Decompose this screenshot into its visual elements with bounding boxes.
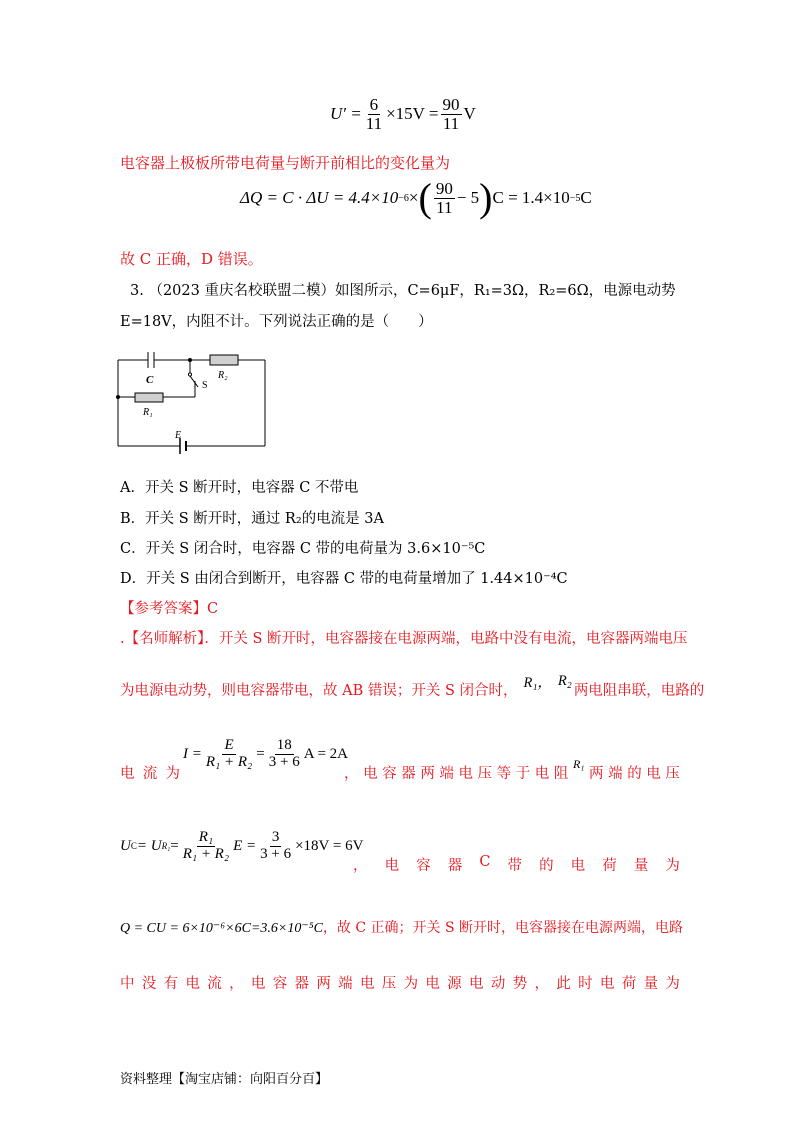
circuit-diagram (110, 345, 275, 455)
question-line-1: 3. （2023 重庆名校联盟二模）如图所示，C=6μF，R₁=3Ω，R₂=6Ω，电源电动势 (130, 283, 676, 299)
equation-delta-q: ΔQ = C · ΔU = 4.4×10 −6 × ( $\frac{90}{11}$ − 5 ) C = 1.4×10 −5 C (240, 175, 592, 220)
analysis-line-3: 电 流 为 I = $\frac{E}{\text{R₁ + R₂}}$ = $\frac{18}{3 + 6}$ A = 2A ， 电 容 器 两 端 电 压 等 于 电 阻 R₁ 两 端 的 电 压 (120, 737, 680, 782)
equation-u-prime (330, 96, 476, 133)
analysis-line-6: 中 没 有 电 流 ， 电 容 器 两 端 电 压 为 电 源 电 动 势 ， 此 时 电 荷 量 为 (120, 976, 680, 992)
label-s: S (202, 380, 208, 391)
equation-voltage: U C = U R₁ = $\frac{\text{R₁}}{\text{R₁ + R₂}}$ E = $\frac{3}{3 + 6}$ ×18V = 6V (120, 829, 364, 862)
analysis-line-1: .【名师解析】．开关 S 断开时，电容器接在电源两端，电路中没有电流，电容器两端电压 (120, 631, 688, 647)
option-c: C．开关 S 闭合时，电容器 C 带的电荷量为 3.6×10⁻⁵C (120, 541, 486, 557)
eq1-frac1: $\frac{6}{11}$ (365, 95, 383, 133)
label-r2: R₂ (218, 370, 228, 381)
analysis-line-2: 为电源电动势，则电容器带电，故 AB 错误；开关 S 闭合时， R₁， R₂ 两电阻串联，电路的 (120, 673, 705, 699)
text-charge-change: 电容器上极板所带电荷量与断开前相比的变化量为 (120, 154, 451, 172)
question-line-2: E=18V，内阻不计。下列说法正确的是（ ） (120, 314, 433, 330)
label-e: E (175, 430, 182, 441)
option-a: A．开关 S 断开时，电容器 C 不带电 (120, 480, 359, 496)
eq1-unit: V (463, 104, 476, 124)
text-conclusion: 故 C 正确，D 错误。 (120, 250, 263, 268)
answer: 【参考答案】C (120, 601, 219, 617)
option-d: D．开关 S 由闭合到断开，电容器 C 带的电荷量增加了 1.44×10⁻⁴C (120, 571, 568, 587)
footer-text: 资料整理【淘宝店铺：向阳百分百】 (120, 1072, 329, 1087)
label-c: C (146, 374, 154, 386)
equation-current: I = $\frac{E}{\text{R₁ + R₂}}$ = $\frac{18}{3 + 6}$ A = 2A (183, 737, 348, 770)
label-r1: R₁ (143, 407, 153, 418)
junction-node (188, 358, 192, 362)
analysis-line-4: U C = U R₁ = $\frac{\text{R₁}}{\text{R₁ + R₂}}$ E = $\frac{3}{3 + 6}$ ×18V = 6V ， 电 容 器 C 带 的 电 荷 量 为 (120, 829, 680, 874)
option-b: B．开关 S 断开时，通过 R₂的电流是 3A (120, 511, 384, 527)
eq1-lhs: U′ = (330, 104, 362, 124)
analysis-line-5: Q = CU = 6×10⁻⁶×6C=3.6×10⁻⁵C ，故 C 正确；开关 S 断开时，电容器接在电源两端，电路 (120, 920, 684, 936)
eq1-mid: ×15V = (386, 104, 439, 124)
junction-node (116, 395, 120, 399)
equation-charge: Q = CU = 6×10⁻⁶×6C=3.6×10⁻⁵C (120, 921, 323, 936)
eq1-frac2: $\frac{90}{11}$ (442, 95, 460, 133)
